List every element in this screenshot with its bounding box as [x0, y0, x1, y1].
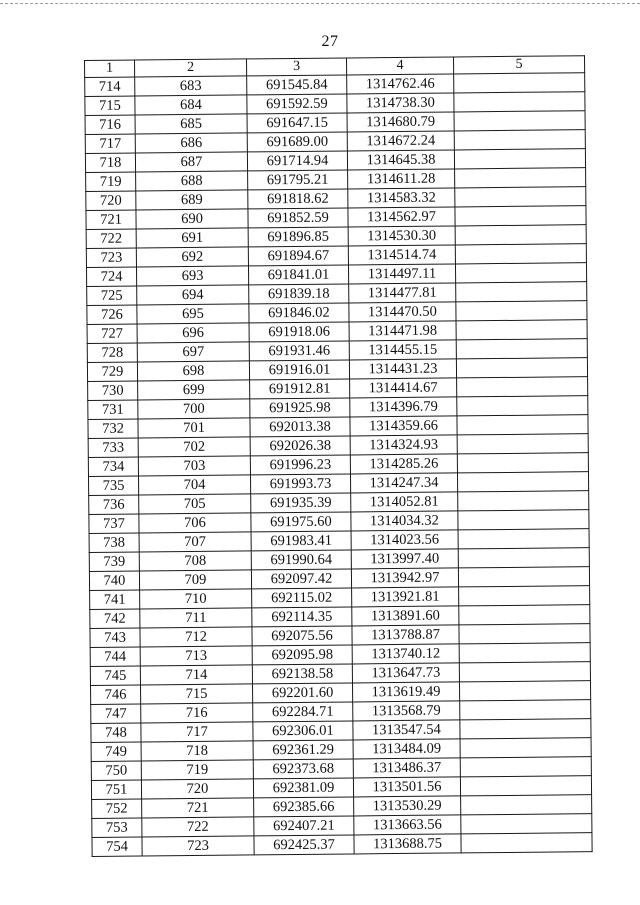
x-coordinate-cell: 692284.71 [253, 702, 353, 722]
x-coordinate-cell: 692201.60 [252, 683, 352, 703]
x-coordinate-cell: 692097.42 [251, 569, 351, 589]
scan-edge-line [0, 3, 640, 4]
x-coordinate-cell: 691918.06 [249, 322, 349, 342]
point-number-cell: 721 [142, 798, 254, 818]
y-coordinate-cell: 1313486.37 [353, 758, 460, 778]
notes-cell [455, 263, 586, 283]
point-number-cell: 696 [137, 323, 249, 343]
x-coordinate-cell: 692115.02 [252, 588, 352, 608]
x-coordinate-cell: 692425.37 [254, 835, 354, 855]
y-coordinate-cell: 1313530.29 [354, 796, 461, 816]
point-number-cell: 714 [140, 665, 252, 685]
row-number-cell: 723 [86, 248, 136, 267]
x-coordinate-cell: 691714.94 [247, 151, 347, 171]
notes-cell [458, 529, 589, 549]
x-coordinate-cell: 691846.02 [249, 303, 349, 323]
x-coordinate-cell: 691839.18 [249, 284, 349, 304]
point-number-cell: 717 [141, 722, 253, 742]
point-number-cell: 684 [135, 95, 247, 115]
row-number-cell: 746 [91, 685, 141, 704]
row-number-cell: 754 [92, 837, 142, 856]
notes-cell [460, 757, 591, 777]
notes-cell [454, 73, 585, 93]
notes-cell [454, 149, 585, 169]
x-coordinate-cell: 692026.38 [250, 436, 350, 456]
y-coordinate-cell: 1314471.98 [349, 321, 456, 341]
y-coordinate-cell: 1314023.56 [351, 530, 458, 550]
y-coordinate-cell: 1313663.56 [354, 815, 461, 835]
column-header-1: 1 [85, 60, 135, 77]
point-number-cell: 720 [141, 779, 253, 799]
row-number-cell: 744 [90, 647, 140, 666]
y-coordinate-cell: 1314562.97 [348, 207, 455, 227]
point-number-cell: 700 [138, 399, 250, 419]
row-number-cell: 738 [89, 533, 139, 552]
y-coordinate-cell: 1314455.15 [349, 340, 456, 360]
row-number-cell: 728 [87, 343, 137, 362]
x-coordinate-cell: 692373.68 [253, 759, 353, 779]
row-number-cell: 733 [88, 438, 138, 457]
row-number-cell: 740 [89, 571, 139, 590]
point-number-cell: 689 [136, 190, 248, 210]
x-coordinate-cell: 691545.84 [247, 75, 347, 95]
point-number-cell: 683 [135, 76, 247, 96]
notes-cell [460, 700, 591, 720]
y-coordinate-cell: 1313942.97 [351, 568, 458, 588]
notes-cell [454, 130, 585, 150]
x-coordinate-cell: 692306.01 [253, 721, 353, 741]
point-number-cell: 707 [139, 532, 251, 552]
row-number-cell: 717 [85, 134, 135, 153]
y-coordinate-cell: 1313647.73 [352, 663, 459, 683]
column-header-4: 4 [346, 57, 453, 75]
notes-cell [458, 510, 589, 530]
column-header-2: 2 [135, 59, 247, 77]
notes-cell [455, 168, 586, 188]
point-number-cell: 686 [135, 133, 247, 153]
x-coordinate-cell: 691592.59 [247, 94, 347, 114]
row-number-cell: 732 [88, 419, 138, 438]
point-number-cell: 704 [138, 475, 250, 495]
notes-cell [459, 662, 590, 682]
notes-cell [456, 358, 587, 378]
row-number-cell: 739 [89, 552, 139, 571]
notes-cell [456, 301, 587, 321]
notes-cell [461, 814, 592, 834]
x-coordinate-cell: 692013.38 [250, 417, 350, 437]
y-coordinate-cell: 1314359.66 [350, 416, 457, 436]
notes-cell [458, 491, 589, 511]
row-number-cell: 719 [86, 172, 136, 191]
row-number-cell: 750 [91, 761, 141, 780]
notes-cell [457, 377, 588, 397]
point-number-cell: 693 [136, 266, 248, 286]
notes-cell [458, 548, 589, 568]
row-number-cell: 727 [87, 324, 137, 343]
y-coordinate-cell: 1313501.56 [353, 777, 460, 797]
row-number-cell: 745 [90, 666, 140, 685]
coordinates-table [84, 55, 593, 857]
row-number-cell: 753 [92, 818, 142, 837]
y-coordinate-cell: 1314497.11 [348, 264, 455, 284]
notes-cell [459, 643, 590, 663]
notes-cell [457, 396, 588, 416]
y-coordinate-cell: 1314470.50 [349, 302, 456, 322]
x-coordinate-cell: 691931.46 [249, 341, 349, 361]
point-number-cell: 713 [140, 646, 252, 666]
notes-cell [459, 624, 590, 644]
point-number-cell: 716 [141, 703, 253, 723]
point-number-cell: 695 [137, 304, 249, 324]
notes-cell [456, 339, 587, 359]
x-coordinate-cell: 692385.66 [254, 797, 354, 817]
point-number-cell: 699 [138, 380, 250, 400]
row-number-cell: 726 [87, 305, 137, 324]
x-coordinate-cell: 691896.85 [248, 227, 348, 247]
row-number-cell: 749 [91, 742, 141, 761]
y-coordinate-cell: 1314324.93 [350, 435, 457, 455]
notes-cell [456, 320, 587, 340]
y-coordinate-cell: 1313788.87 [352, 625, 459, 645]
notes-cell [454, 92, 585, 112]
row-number-cell: 722 [86, 229, 136, 248]
y-coordinate-cell: 1314762.46 [347, 74, 454, 94]
point-number-cell: 709 [139, 570, 251, 590]
notes-cell [459, 605, 590, 625]
y-coordinate-cell: 1313921.81 [352, 587, 459, 607]
row-number-cell: 743 [90, 628, 140, 647]
x-coordinate-cell: 692114.35 [252, 607, 352, 627]
column-header-5: 5 [453, 56, 584, 74]
notes-cell [455, 206, 586, 226]
table-body [85, 73, 592, 857]
row-number-cell: 716 [85, 115, 135, 134]
point-number-cell: 723 [142, 836, 254, 856]
row-number-cell: 737 [89, 514, 139, 533]
row-number-cell: 715 [85, 96, 135, 115]
y-coordinate-cell: 1314680.79 [347, 112, 454, 132]
point-number-cell: 701 [138, 418, 250, 438]
y-coordinate-cell: 1314514.74 [348, 245, 455, 265]
y-coordinate-cell: 1314414.67 [350, 378, 457, 398]
x-coordinate-cell: 692361.29 [253, 740, 353, 760]
point-number-cell: 691 [136, 228, 248, 248]
row-number-cell: 714 [85, 77, 135, 96]
notes-cell [457, 453, 588, 473]
notes-cell [459, 681, 590, 701]
y-coordinate-cell: 1314034.32 [351, 511, 458, 531]
point-number-cell: 719 [141, 760, 253, 780]
y-coordinate-cell: 1314645.38 [347, 150, 454, 170]
x-coordinate-cell: 691975.60 [251, 512, 351, 532]
row-number-cell: 741 [90, 590, 140, 609]
y-coordinate-cell: 1313619.49 [352, 682, 459, 702]
x-coordinate-cell: 692138.58 [252, 664, 352, 684]
coordinates-table-container [84, 55, 592, 857]
y-coordinate-cell: 1313568.79 [353, 701, 460, 721]
x-coordinate-cell: 691841.01 [248, 265, 348, 285]
notes-cell [460, 738, 591, 758]
x-coordinate-cell: 691983.41 [251, 531, 351, 551]
notes-cell [457, 434, 588, 454]
notes-cell [460, 719, 591, 739]
point-number-cell: 688 [136, 171, 248, 191]
notes-cell [455, 244, 586, 264]
notes-cell [458, 567, 589, 587]
y-coordinate-cell: 1313997.40 [351, 549, 458, 569]
x-coordinate-cell: 691689.00 [247, 132, 347, 152]
x-coordinate-cell: 691647.15 [247, 113, 347, 133]
row-number-cell: 729 [87, 362, 137, 381]
y-coordinate-cell: 1313547.54 [353, 720, 460, 740]
y-coordinate-cell: 1314052.81 [351, 492, 458, 512]
y-coordinate-cell: 1314583.32 [348, 188, 455, 208]
row-number-cell: 720 [86, 191, 136, 210]
x-coordinate-cell: 691996.23 [250, 455, 350, 475]
notes-cell [457, 415, 588, 435]
row-number-cell: 747 [91, 704, 141, 723]
x-coordinate-cell: 691818.62 [248, 189, 348, 209]
x-coordinate-cell: 691894.67 [248, 246, 348, 266]
row-number-cell: 751 [91, 780, 141, 799]
x-coordinate-cell: 691795.21 [248, 170, 348, 190]
row-number-cell: 752 [92, 799, 142, 818]
notes-cell [459, 586, 590, 606]
point-number-cell: 705 [139, 494, 251, 514]
point-number-cell: 694 [137, 285, 249, 305]
row-number-cell: 742 [90, 609, 140, 628]
row-number-cell: 734 [88, 457, 138, 476]
table-row [92, 833, 592, 857]
point-number-cell: 697 [137, 342, 249, 362]
point-number-cell: 702 [138, 437, 250, 457]
notes-cell [455, 187, 586, 207]
y-coordinate-cell: 1313891.60 [352, 606, 459, 626]
point-number-cell: 698 [137, 361, 249, 381]
x-coordinate-cell: 692407.21 [254, 816, 354, 836]
point-number-cell: 692 [136, 247, 248, 267]
point-number-cell: 687 [135, 152, 247, 172]
notes-cell [456, 282, 587, 302]
x-coordinate-cell: 691925.98 [250, 398, 350, 418]
row-number-cell: 731 [88, 400, 138, 419]
point-number-cell: 706 [139, 513, 251, 533]
page-number: 27 [321, 33, 339, 50]
row-number-cell: 748 [91, 723, 141, 742]
x-coordinate-cell: 692075.56 [252, 626, 352, 646]
y-coordinate-cell: 1314396.79 [350, 397, 457, 417]
point-number-cell: 708 [139, 551, 251, 571]
point-number-cell: 712 [140, 627, 252, 647]
row-number-cell: 730 [88, 381, 138, 400]
point-number-cell: 685 [135, 114, 247, 134]
x-coordinate-cell: 691935.39 [251, 493, 351, 513]
x-coordinate-cell: 692095.98 [252, 645, 352, 665]
x-coordinate-cell: 691852.59 [248, 208, 348, 228]
point-number-cell: 722 [142, 817, 254, 837]
y-coordinate-cell: 1314247.34 [350, 473, 457, 493]
y-coordinate-cell: 1314431.23 [349, 359, 456, 379]
point-number-cell: 710 [140, 589, 252, 609]
row-number-cell: 735 [88, 476, 138, 495]
notes-cell [460, 776, 591, 796]
row-number-cell: 736 [89, 495, 139, 514]
notes-cell [454, 111, 585, 131]
row-number-cell: 721 [86, 210, 136, 229]
point-number-cell: 703 [138, 456, 250, 476]
x-coordinate-cell: 691912.81 [250, 379, 350, 399]
notes-cell [455, 225, 586, 245]
y-coordinate-cell: 1314738.30 [347, 93, 454, 113]
point-number-cell: 711 [140, 608, 252, 628]
notes-cell [457, 472, 588, 492]
row-number-cell: 718 [85, 153, 135, 172]
column-header-3: 3 [246, 58, 346, 76]
point-number-cell: 718 [141, 741, 253, 761]
y-coordinate-cell: 1314530.30 [348, 226, 455, 246]
y-coordinate-cell: 1313740.12 [352, 644, 459, 664]
x-coordinate-cell: 691993.73 [250, 474, 350, 494]
point-number-cell: 690 [136, 209, 248, 229]
x-coordinate-cell: 691990.64 [251, 550, 351, 570]
row-number-cell: 725 [87, 286, 137, 305]
notes-cell [461, 833, 592, 853]
y-coordinate-cell: 1314611.28 [348, 169, 455, 189]
y-coordinate-cell: 1314285.26 [350, 454, 457, 474]
y-coordinate-cell: 1313688.75 [354, 834, 461, 854]
y-coordinate-cell: 1313484.09 [353, 739, 460, 759]
y-coordinate-cell: 1314477.81 [349, 283, 456, 303]
x-coordinate-cell: 691916.01 [249, 360, 349, 380]
notes-cell [461, 795, 592, 815]
point-number-cell: 715 [141, 684, 253, 704]
y-coordinate-cell: 1314672.24 [347, 131, 454, 151]
x-coordinate-cell: 692381.09 [253, 778, 353, 798]
row-number-cell: 724 [86, 267, 136, 286]
